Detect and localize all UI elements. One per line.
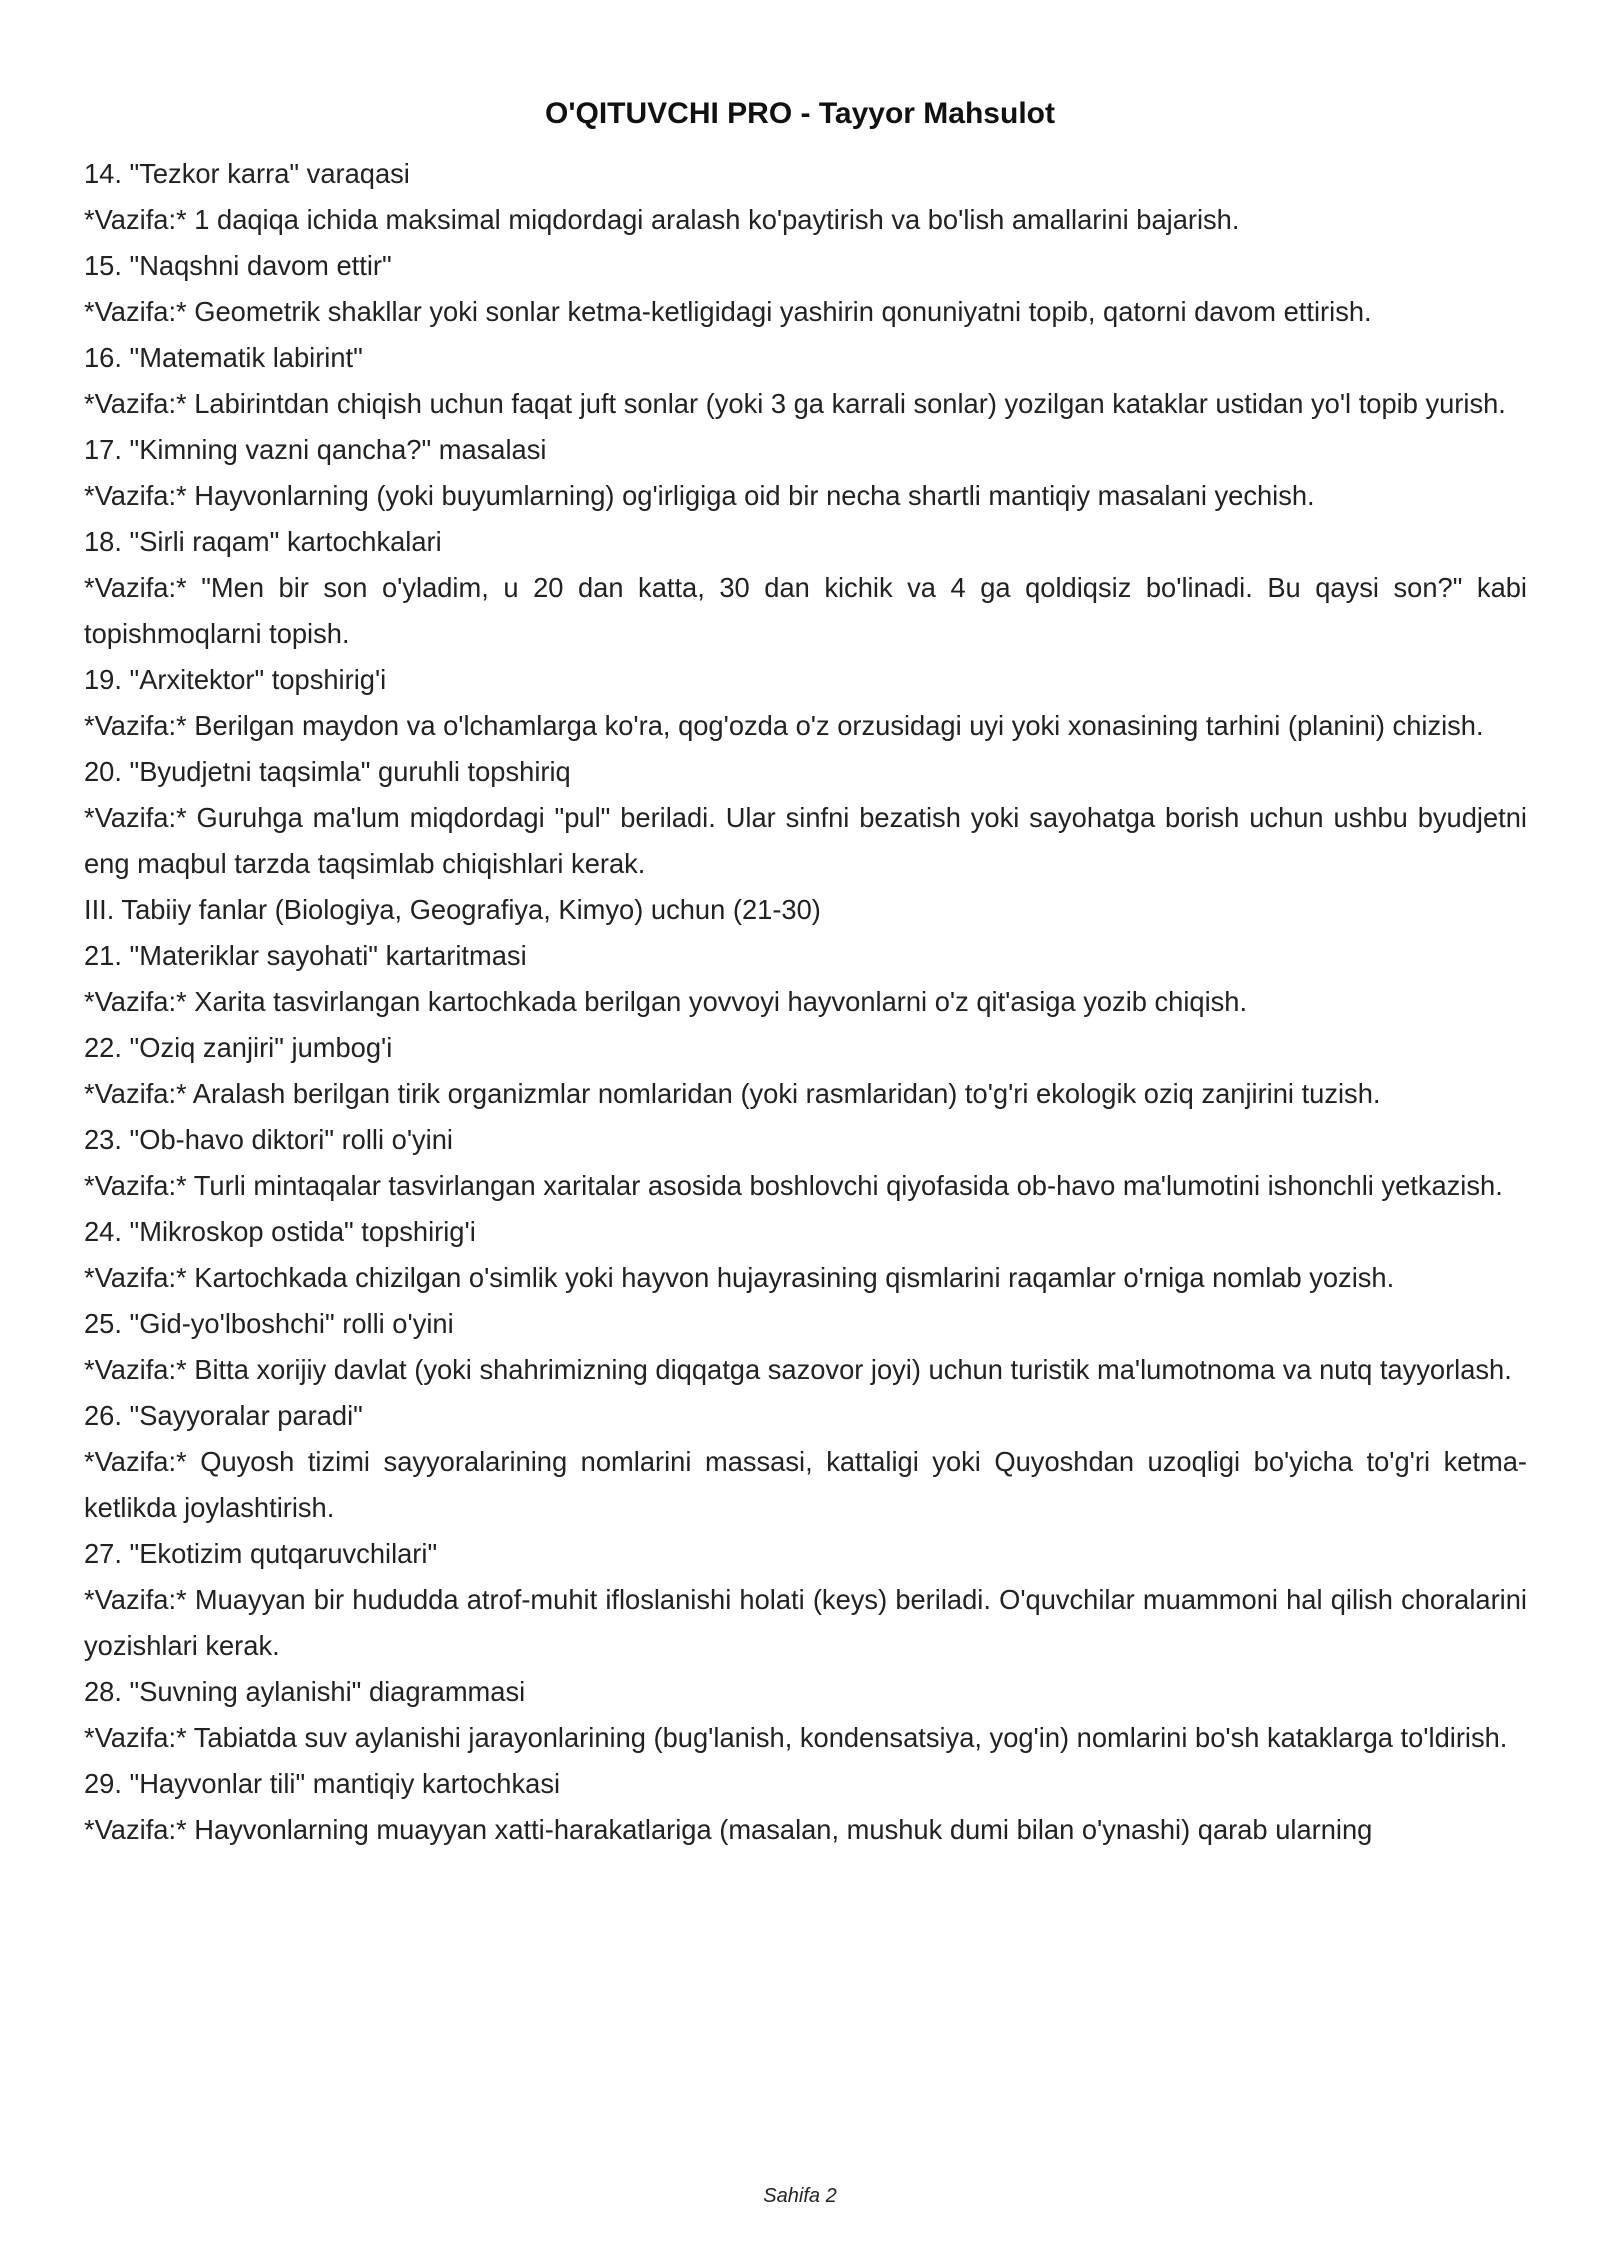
item-task: *Vazifa:* Labirintdan chiqish uchun faqat juft sonlar (yoki 3 ga karrali sonlar) yozilgan kataklar ustidan yo'l topib yurish. <box>84 388 1506 419</box>
item-heading: 21. "Materiklar sayohati" kartaritmasi <box>84 940 527 971</box>
item-task: *Vazifa:* Tabiatda suv aylanishi jarayonlarining (bug'lanish, kondensatsiya, yog'in) nomlarini bo'sh kataklarga to'ldirish. <box>84 1722 1508 1753</box>
item-task: *Vazifa:* Bitta xorijiy davlat (yoki shahrimizning diqqatga sazovor joyi) uchun turistik ma'lumotnoma va nutq tayyorlash. <box>84 1354 1512 1385</box>
item-task: *Vazifa:* "Men bir son o'yladim, u 20 dan katta, 30 dan kichik va 4 ga qoldiqsiz bo'linadi. Bu qaysi son?" kabi topishmoqlarni topish. <box>84 572 1527 649</box>
item-heading: 24. "Mikroskop ostida" topshirig'i <box>84 1216 476 1247</box>
item-heading: 22. "Oziq zanjiri" jumbog'i <box>84 1032 393 1063</box>
item-task: *Vazifa:* Kartochkada chizilgan o'simlik yoki hayvon hujayrasining qismlarini raqamlar o'rniga nomlab yozish. <box>84 1262 1395 1293</box>
item-heading: 14. "Tezkor karra" varaqasi <box>84 158 410 189</box>
item-task: *Vazifa:* Guruhga ma'lum miqdordagi "pul" beriladi. Ular sinfni bezatish yoki sayohatga borish uchun ushbu byudjetni eng maqbul tarzda taqsimlab chiqishlari kerak. <box>84 802 1527 879</box>
item-task: *Vazifa:* Berilgan maydon va o'lchamlarga ko'ra, qog'ozda o'z orzusidagi uyi yoki xonasining tarhini (planini) chizish. <box>84 710 1484 741</box>
item-task: *Vazifa:* Xarita tasvirlangan kartochkada berilgan yovvoyi hayvonlarni o'z qit'asiga yozib chiqish. <box>84 986 1248 1017</box>
document-body <box>84 151 1527 1853</box>
item-task: *Vazifa:* Hayvonlarning muayyan xatti-harakatlariga (masalan, mushuk dumi bilan o'ynashi) qarab ularning <box>84 1814 1373 1845</box>
item-task: *Vazifa:* 1 daqiqa ichida maksimal miqdordagi aralash ko'paytirish va bo'lish amallarini bajarish. <box>84 204 1240 235</box>
item-task: *Vazifa:* Geometrik shakllar yoki sonlar ketma-ketligidagi yashirin qonuniyatni topib, qatorni davom ettirish. <box>84 296 1372 327</box>
page-title: O'QITUVCHI PRO - Tayyor Mahsulot <box>545 97 1055 130</box>
item-heading: 19. "Arxitektor" topshirig'i <box>84 664 387 695</box>
item-task: *Vazifa:* Quyosh tizimi sayyoralarining nomlarini massasi, kattaligi yoki Quyoshdan uzoqligi bo'yicha to'g'ri ketma-ketlikda joylashtirish. <box>84 1446 1527 1523</box>
item-task: *Vazifa:* Muayyan bir hududda atrof-muhit ifloslanishi holati (keys) beriladi. O'quvchilar muammoni hal qilish choralarini yozishlari kerak. <box>84 1584 1527 1661</box>
item-task: *Vazifa:* Hayvonlarning (yoki buyumlarning) og'irligiga oid bir necha shartli mantiqiy masalani yechish. <box>84 480 1315 511</box>
item-heading: 29. "Hayvonlar tili" mantiqiy kartochkasi <box>84 1768 561 1799</box>
section-heading: III. Tabiiy fanlar (Biologiya, Geografiya, Kimyo) uchun (21-30) <box>84 894 821 925</box>
page-number: Sahifa 2 <box>763 2185 837 2207</box>
item-heading: 17. "Kimning vazni qancha?" masalasi <box>84 434 547 465</box>
item-heading: 20. "Byudjetni taqsimla" guruhli topshiriq <box>84 756 571 787</box>
item-heading: 18. "Sirli raqam" kartochkalari <box>84 526 442 557</box>
item-task: *Vazifa:* Turli mintaqalar tasvirlangan xaritalar asosida boshlovchi qiyofasida ob-havo ma'lumotini ishonchli yetkazish. <box>84 1170 1503 1201</box>
item-heading: 15. "Naqshni davom ettir" <box>84 250 392 281</box>
item-task: *Vazifa:* Aralash berilgan tirik organizmlar nomlaridan (yoki rasmlaridan) to'g'ri ekologik oziq zanjirini tuzish. <box>84 1078 1381 1109</box>
item-heading: 27. "Ekotizim qutqaruvchilari" <box>84 1538 438 1569</box>
item-heading: 23. "Ob-havo diktori" rolli o'yini <box>84 1124 453 1155</box>
item-heading: 25. "Gid-yo'lboshchi" rolli o'yini <box>84 1308 454 1339</box>
item-heading: 26. "Sayyoralar paradi" <box>84 1400 363 1431</box>
item-heading: 28. "Suvning aylanishi" diagrammasi <box>84 1676 526 1707</box>
item-heading: 16. "Matematik labirint" <box>84 342 363 373</box>
